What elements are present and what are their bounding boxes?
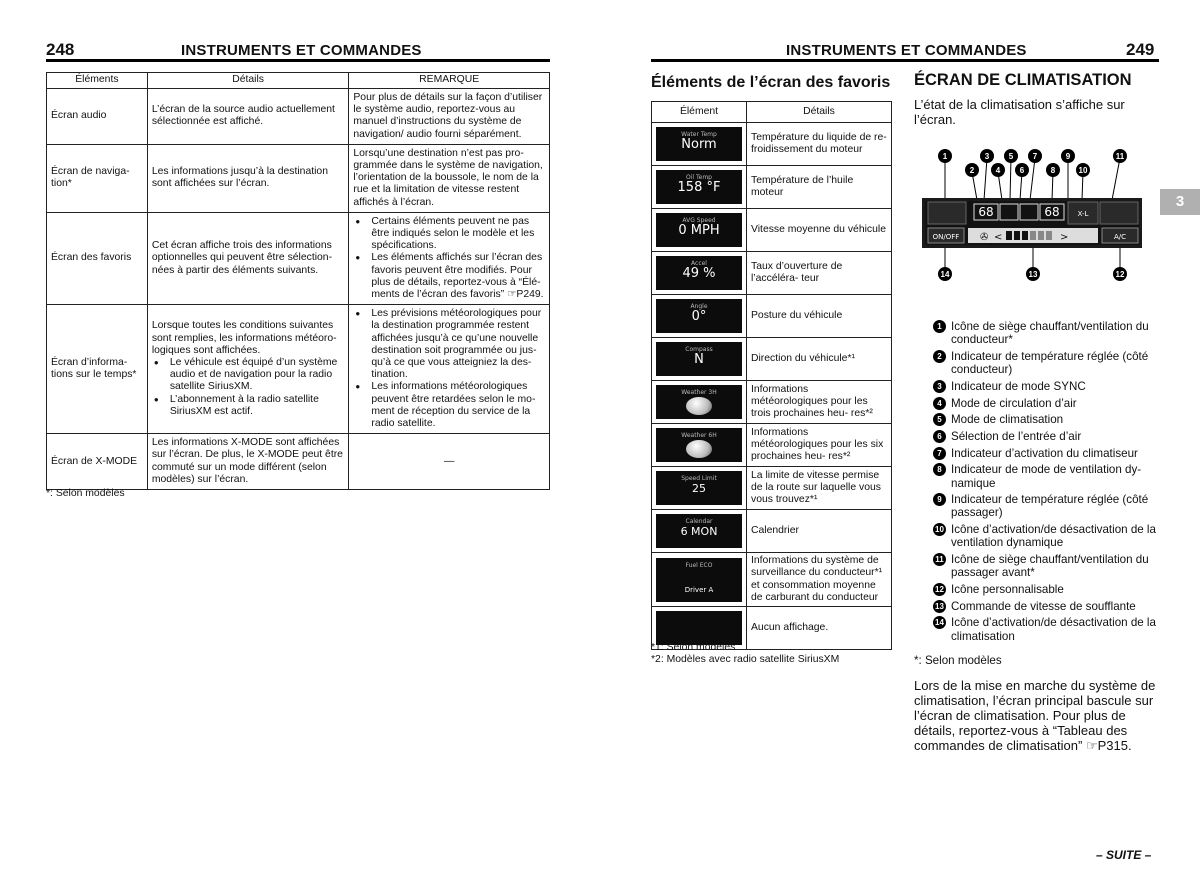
temp-left-readout: 68 (978, 205, 994, 219)
climate-diagram-svg (922, 148, 1160, 290)
screen-speed-limit (656, 471, 742, 505)
table-row (652, 381, 892, 424)
section-tab: 3 (1160, 189, 1200, 215)
favorite-details: Informations météorologiques pour les six prochaines heu- res*² (747, 424, 892, 467)
marker-3: 3 (984, 152, 990, 161)
footnote-middle-2: *2: Modèles avec radio satellite SiriusXM (651, 654, 840, 665)
legend-item: 14 Icône d’activation/de désactivation de la climatisation (933, 616, 1159, 642)
marker-5: 5 (1008, 152, 1014, 161)
favorites-table (651, 101, 892, 650)
screen-avg-speed (656, 213, 742, 247)
marker-13: 13 (1028, 270, 1038, 279)
bullet-item: ● Certains éléments peuvent ne pas être indiqués selon le modèle et les spécifications. (353, 216, 545, 253)
screen-fuel-eco (656, 558, 742, 602)
legend-item: 3 Indicateur de mode SYNC (933, 380, 1159, 393)
ac-label: A/C (1113, 233, 1127, 241)
header-rule-right (651, 59, 1159, 62)
page-number-right: 249 (1126, 40, 1155, 59)
bullet-item: ● L’abonnement à la radio satellite SiriusXM est actif. (152, 394, 345, 418)
climate-title: ÉCRAN DE CLIMATISATION (914, 71, 1132, 89)
table-row (652, 338, 892, 381)
marker-14: 14 (940, 270, 950, 279)
marker-1: 1 (942, 152, 948, 161)
table-row (652, 209, 892, 252)
favorite-details: Aucun affichage. (747, 607, 892, 650)
table-row (47, 144, 550, 212)
page-number-left: 248 (46, 40, 75, 59)
bullet-item: ● Les prévisions météorologiques pour la destination programmée restent affichées jusqu’à ce qu’une nouvelle destination soit programmée ou jus- qu’à ce que vous atteigniez la des- tination. (353, 308, 545, 381)
favorite-details: Température du liquide de re- froidissement du moteur (747, 123, 892, 166)
bullet-item: ● Le véhicule est équipé d’un système audio et de navigation pour la radio satellite SiriusXM. (152, 357, 345, 394)
table-row (652, 467, 892, 510)
screen-value: Driver A (684, 585, 714, 594)
favorite-details: Informations météorologiques pour les trois prochaines heu- res*² (747, 381, 892, 424)
table-header: Détails (747, 102, 892, 123)
screen-title: Fuel ECO (685, 561, 713, 569)
table-header: REMARQUE (349, 73, 550, 89)
marker-4: 4 (995, 166, 1001, 175)
legend-item: 1 Icône de siège chauffant/ventilation du conducteur* (933, 320, 1159, 346)
page-header-right: INSTRUMENTS ET COMMANDES (786, 42, 1027, 59)
screen-value: Norm (681, 137, 717, 152)
screen-value: 0° (691, 309, 707, 324)
bullet-item: ● Les éléments affichés sur l’écran des favoris peuvent être modifiés. Pour plus de détails, reportez-vous à “Élé- ments de l’écran des favoris” ☞P249. (353, 252, 545, 301)
screen-title: Water Temp (681, 131, 717, 138)
elements-table (46, 72, 550, 490)
screen-title: AVG Speed (682, 217, 716, 224)
table-row (47, 212, 550, 304)
table-cell-details: L’écran de la source audio actuellement sélectionnée est affiché. (147, 89, 349, 145)
marker-11: 11 (1115, 152, 1125, 161)
fan-icon: ✇ (980, 232, 989, 243)
table-row (652, 510, 892, 553)
screen-oil-temp (656, 170, 742, 204)
table-cell-element: Écran des favoris (47, 212, 148, 304)
favorite-details: Taux d’ouverture de l’accéléra- teur (747, 252, 892, 295)
fan-decrease-icon: < (994, 232, 1003, 243)
legend-item: 2 Indicateur de température réglée (côté conducteur) (933, 350, 1159, 376)
table-row (652, 295, 892, 338)
marker-8: 8 (1050, 166, 1056, 175)
marker-10: 10 (1078, 166, 1088, 175)
table-cell-details (147, 305, 349, 434)
table-header: Détails (147, 73, 349, 89)
legend-item: 9 Indicateur de température réglée (côté passager) (933, 493, 1159, 519)
screen-weather-3h (656, 385, 742, 419)
screen-weather-6h (656, 428, 742, 462)
favorite-details: Calendrier (747, 510, 892, 553)
legend-item: 12 Icône personnalisable (933, 583, 1159, 596)
screen-title: Accel (691, 260, 707, 267)
screen-water-temp (656, 127, 742, 161)
table-cell-element: Écran d’informa- tions sur le temps* (47, 305, 148, 434)
favorite-details: Vitesse moyenne du véhicule (747, 209, 892, 252)
favorite-details: La limite de vitesse permise de la route sur laquelle vous vous trouvez*¹ (747, 467, 892, 510)
favorite-details: Posture du véhicule (747, 295, 892, 338)
legend-item: 10 Icône d’activation/de désactivation de la ventilation dynamique (933, 523, 1159, 549)
legend-item: 7 Indicateur d’activation du climatiseur (933, 447, 1159, 460)
table-cell-remark: Lorsqu’une destination n’est pas pro- grammée dans le système de navigation, l’orientation de la boussole, le nom de la rue et la limitation de vitesse restent affichés à l’écran. (349, 144, 550, 212)
details-intro: Lorsque toutes les conditions suivantes sont remplies, les informations météoro- logiques sont affichées. (151, 320, 337, 356)
weather-icon (686, 440, 712, 458)
favorite-details: Direction du véhicule*¹ (747, 338, 892, 381)
screen-calendar (656, 514, 742, 548)
table-header-row (652, 102, 892, 123)
marker-9: 9 (1065, 152, 1071, 161)
temp-right-readout: 68 (1044, 205, 1060, 219)
table-header: Éléments (47, 73, 148, 89)
screen-blank (656, 611, 742, 645)
legend-item: 5 Mode de climatisation (933, 413, 1159, 426)
favorites-title: Éléments de l’écran des favoris (651, 74, 891, 91)
continue-label: – SUITE – (1096, 848, 1152, 862)
footnote-right: *: Selon modèles (914, 654, 1002, 667)
table-cell-element: Écran de naviga- tion* (47, 144, 148, 212)
bullet-item: ● Les informations météorologiques peuvent être retardées selon le mo- ment de réception du service de la radio satellite. (353, 381, 545, 430)
screen-title: Compass (685, 346, 713, 353)
screen-value: 25 (692, 482, 706, 495)
table-row (652, 553, 892, 607)
table-row (47, 89, 550, 145)
header-rule-left (46, 59, 550, 62)
screen-title: Oil Temp (686, 174, 712, 181)
legend-item: 6 Sélection de l’entrée d’air (933, 430, 1159, 443)
table-cell-remark (349, 212, 550, 304)
screen-value: N (694, 352, 704, 367)
screen-angle (656, 299, 742, 333)
table-cell-details: Cet écran affiche trois des informations optionnelles qui peuvent être sélection- nées à partir des éléments suivants. (147, 212, 349, 304)
table-cell-details: Les informations X-MODE sont affichées sur l’écran. De plus, le X-MODE peut être commuté sur un mode différent (selon modèles) sur l’écran. (147, 434, 349, 490)
table-cell-remark (349, 305, 550, 434)
screen-value: 49 % (682, 266, 716, 281)
table-row (652, 166, 892, 209)
fan-increase-icon: > (1060, 232, 1069, 243)
marker-7: 7 (1032, 152, 1038, 161)
screen-title: Weather 6H (681, 432, 717, 439)
screen-value: 0 MPH (678, 223, 720, 238)
legend-item: 8 Indicateur de mode de ventilation dy- namique (933, 463, 1159, 489)
table-header: Élément (652, 102, 747, 123)
table-cell-remark: — (349, 434, 550, 490)
onoff-label: ON/OFF (932, 233, 960, 241)
screen-compass (656, 342, 742, 376)
table-row (652, 123, 892, 166)
climate-intro: L’état de la climatisation s’affiche sur l’écran. (914, 97, 1125, 127)
screen-title: Angle (690, 303, 708, 310)
table-cell-details: Les informations jusqu’à la destination sont affichées sur l’écran. (147, 144, 349, 212)
screen-value: 158 °F (677, 180, 721, 195)
screen-value: 6 MON (680, 525, 718, 538)
page-header-left: INSTRUMENTS ET COMMANDES (181, 42, 422, 59)
footnote-middle-1: *1: Selon modèles (651, 642, 736, 653)
footnote-left: *: Selon modèles (46, 488, 125, 499)
screen-title: Speed Limit (681, 475, 717, 482)
table-row (652, 424, 892, 467)
favorite-details: Informations du système de surveillance du conducteur*¹ et consommation moyenne de carburant du conducteur (747, 553, 892, 607)
table-cell-element: Écran audio (47, 89, 148, 145)
weather-icon (686, 397, 712, 415)
favorite-details: Température de l’huile moteur (747, 166, 892, 209)
screen-title: Weather 3H (681, 389, 717, 396)
legend-item: 13 Commande de vitesse de soufflante (933, 600, 1159, 613)
marker-6: 6 (1019, 166, 1025, 175)
xl-label: X-L (1077, 210, 1089, 218)
screen-title: Calendar (685, 518, 713, 525)
marker-12: 12 (1115, 270, 1125, 279)
climate-closing-paragraph: Lors de la mise en marche du système de climatisation, l’écran principal bascule sur l’écran de climatisation. Pour plus de détails, reportez-vous à “Tableau des commandes de climatisation” ☞P315. (914, 678, 1156, 753)
screen-accel (656, 256, 742, 290)
table-row (47, 434, 550, 490)
marker-2: 2 (969, 166, 975, 175)
climate-legend (933, 320, 1159, 646)
table-row (652, 252, 892, 295)
climate-screen-diagram (922, 148, 1160, 290)
legend-item: 11 Icône de siège chauffant/ventilation du passager avant* (933, 553, 1159, 579)
table-header-row (47, 73, 550, 89)
legend-item: 4 Mode de circulation d’air (933, 397, 1159, 410)
table-row (47, 305, 550, 434)
table-cell-element: Écran de X-MODE (47, 434, 148, 490)
table-cell-remark: Pour plus de détails sur la façon d’utiliser le système audio, reportez-vous au manuel d’instructions du système de navigation/ audio fourni séparément. (349, 89, 550, 145)
